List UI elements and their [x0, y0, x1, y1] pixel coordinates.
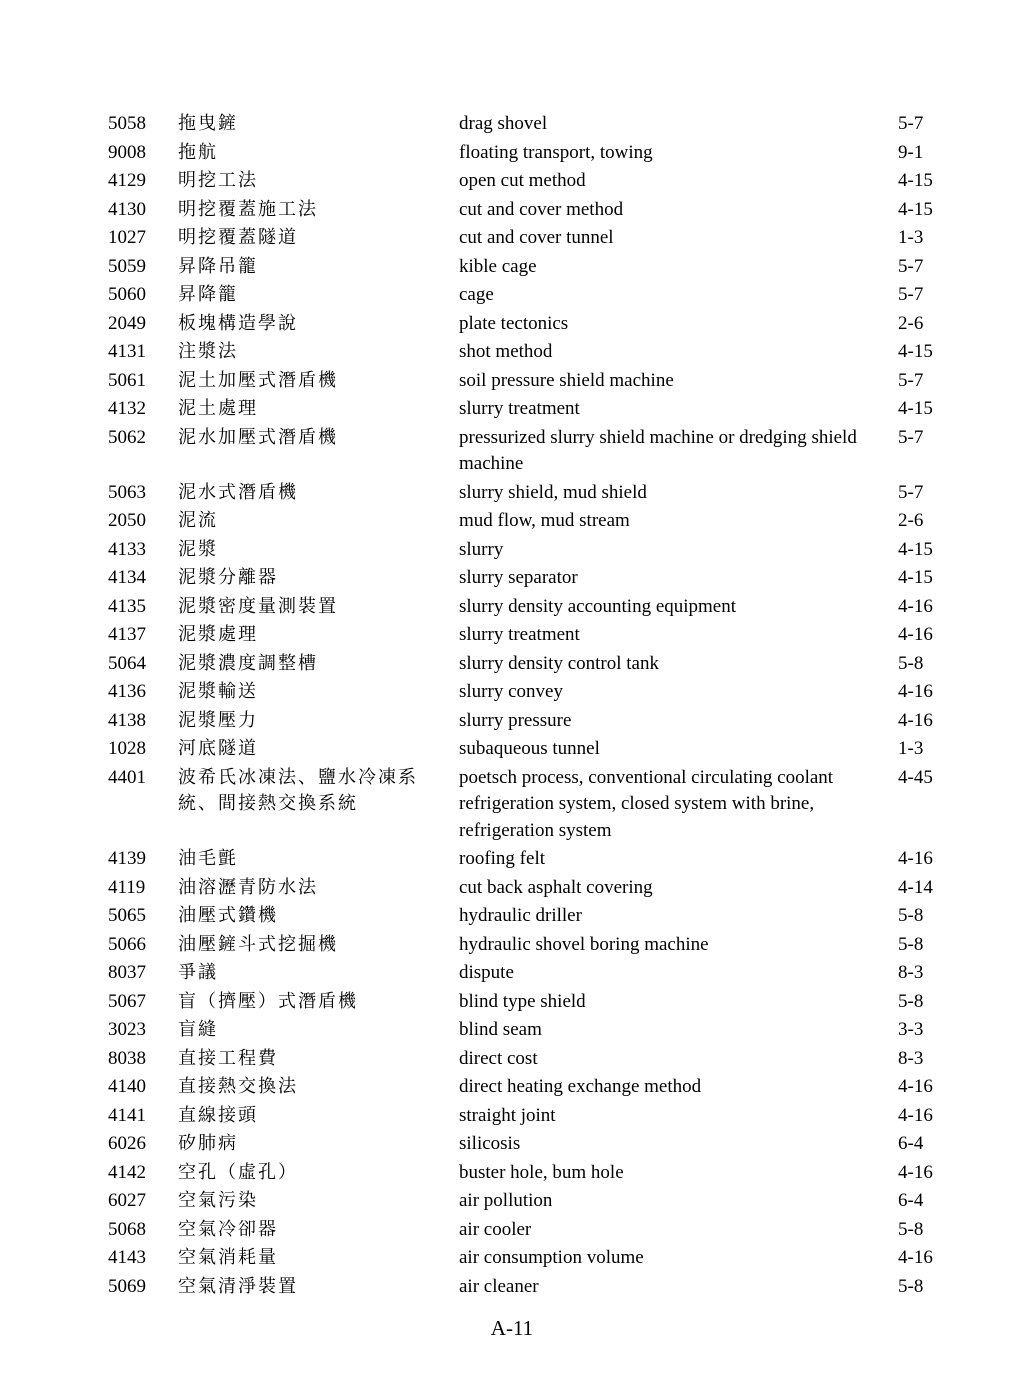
term-section-ref: 1-3 — [898, 227, 924, 248]
glossary-row — [108, 1045, 948, 1074]
term-section-ref: 5-8 — [898, 990, 924, 1012]
term-english: cut back asphalt covering — [459, 876, 653, 898]
term-section-ref: 4-16 — [898, 681, 933, 702]
term-section-ref: 4-45 — [898, 766, 933, 788]
term-chinese: 泥水式潛盾機 — [178, 481, 298, 503]
term-english: hydraulic shovel boring machine — [459, 933, 709, 955]
glossary-row — [108, 845, 948, 874]
glossary-row — [108, 1187, 948, 1216]
term-code: 5066 — [108, 933, 146, 955]
term-code: 2049 — [108, 312, 146, 334]
term-section-ref: 4-16 — [898, 848, 933, 869]
glossary-row — [108, 310, 948, 339]
term-english: floating transport, towing — [459, 141, 653, 163]
term-english: blind seam — [459, 1019, 542, 1040]
glossary-row — [108, 424, 948, 479]
term-section-ref: 5-7 — [898, 113, 924, 134]
term-code: 5063 — [108, 481, 146, 503]
term-section-ref: 1-3 — [898, 738, 924, 759]
glossary-row — [108, 253, 948, 282]
term-code: 5068 — [108, 1218, 146, 1240]
glossary-row — [108, 1016, 948, 1045]
term-chinese: 泥漿輸送 — [178, 681, 258, 702]
term-chinese: 拖曳鏟 — [178, 113, 238, 134]
term-english: air cooler — [459, 1218, 532, 1240]
glossary-row — [108, 564, 948, 593]
term-chinese: 拖航 — [178, 141, 218, 163]
term-english: blind type shield — [459, 990, 586, 1012]
term-english: pressurized slurry shield machine or dredging shield machine — [459, 426, 857, 474]
term-chinese: 泥土處理 — [178, 398, 258, 419]
term-section-ref: 5-7 — [898, 426, 924, 448]
term-chinese: 爭議 — [178, 962, 218, 983]
term-chinese: 直接熱交換法 — [178, 1076, 298, 1097]
term-english: soil pressure shield machine — [459, 369, 674, 391]
glossary-row — [108, 139, 948, 168]
term-english: cut and cover method — [459, 198, 624, 220]
term-section-ref: 4-15 — [898, 398, 933, 419]
term-english: air pollution — [459, 1190, 553, 1211]
term-english: subaqueous tunnel — [459, 738, 600, 759]
term-chinese: 盲（擠壓）式潛盾機 — [178, 990, 358, 1012]
term-section-ref: 4-15 — [898, 198, 933, 220]
glossary-row — [108, 338, 948, 367]
term-chinese: 昇降籠 — [178, 284, 238, 305]
glossary-row — [108, 196, 948, 225]
glossary-row — [108, 678, 948, 707]
glossary-row — [108, 1244, 948, 1273]
term-english: plate tectonics — [459, 312, 569, 334]
term-english: slurry treatment — [459, 398, 580, 419]
term-code: 4136 — [108, 681, 146, 702]
glossary-row — [108, 479, 948, 508]
glossary-list — [108, 110, 948, 1301]
term-code: 5067 — [108, 990, 146, 1012]
term-chinese: 油溶瀝青防水法 — [178, 876, 318, 898]
glossary-row — [108, 395, 948, 424]
term-chinese: 昇降吊籠 — [178, 255, 258, 277]
term-code: 9008 — [108, 141, 146, 163]
term-code: 4401 — [108, 766, 146, 788]
term-code: 4135 — [108, 595, 146, 617]
term-section-ref: 4-16 — [898, 1161, 933, 1183]
term-code: 5061 — [108, 369, 146, 391]
term-section-ref: 6-4 — [898, 1133, 924, 1154]
glossary-row — [108, 1273, 948, 1302]
page-number: A-11 — [490, 1316, 534, 1340]
term-section-ref: 4-16 — [898, 595, 933, 617]
term-section-ref: 4-16 — [898, 1247, 933, 1268]
term-english: slurry separator — [459, 567, 578, 588]
glossary-row — [108, 621, 948, 650]
term-english: slurry shield, mud shield — [459, 481, 647, 503]
term-code: 5058 — [108, 113, 146, 134]
term-code: 4141 — [108, 1104, 146, 1126]
term-code: 5059 — [108, 255, 146, 277]
term-code: 5062 — [108, 426, 146, 448]
term-section-ref: 5-7 — [898, 369, 924, 391]
term-code: 5065 — [108, 905, 146, 926]
term-chinese: 明挖覆蓋施工法 — [178, 198, 318, 220]
term-chinese: 板塊構造學說 — [178, 312, 298, 334]
term-english: slurry convey — [459, 681, 563, 702]
term-code: 4129 — [108, 170, 146, 191]
term-code: 4137 — [108, 624, 146, 645]
glossary-row — [108, 959, 948, 988]
term-chinese: 油毛氈 — [178, 848, 238, 869]
term-english: drag shovel — [459, 113, 548, 134]
glossary-row — [108, 507, 948, 536]
term-english: air cleaner — [459, 1275, 539, 1297]
term-chinese: 泥土加壓式潛盾機 — [178, 369, 338, 391]
term-english: slurry density control tank — [459, 652, 659, 674]
term-section-ref: 4-15 — [898, 170, 933, 191]
term-code: 4130 — [108, 198, 146, 220]
glossary-row — [108, 764, 948, 846]
term-english: direct cost — [459, 1047, 538, 1069]
glossary-row — [108, 224, 948, 253]
term-code: 4142 — [108, 1161, 146, 1183]
term-section-ref: 4-14 — [898, 876, 933, 898]
term-section-ref: 9-1 — [898, 141, 924, 163]
term-chinese: 泥漿濃度調整槽 — [178, 652, 318, 674]
term-code: 4139 — [108, 848, 146, 869]
term-chinese: 空氣清淨裝置 — [178, 1275, 298, 1297]
term-english: roofing felt — [459, 848, 546, 869]
term-section-ref: 6-4 — [898, 1190, 924, 1211]
term-chinese: 泥漿 — [178, 538, 218, 560]
term-chinese: 泥漿分離器 — [178, 567, 278, 588]
glossary-row — [108, 593, 948, 622]
glossary-row — [108, 650, 948, 679]
term-code: 4119 — [108, 876, 146, 898]
term-chinese: 空孔（虛孔） — [178, 1161, 298, 1183]
glossary-row — [108, 931, 948, 960]
term-section-ref: 2-6 — [898, 510, 924, 531]
term-code: 8037 — [108, 962, 146, 983]
term-code: 5064 — [108, 652, 146, 674]
term-section-ref: 5-8 — [898, 933, 924, 955]
term-chinese: 泥水加壓式潛盾機 — [178, 426, 338, 448]
term-english: slurry pressure — [459, 709, 572, 731]
term-section-ref: 5-7 — [898, 284, 924, 305]
term-section-ref: 5-8 — [898, 1218, 924, 1240]
term-english: open cut method — [459, 170, 586, 191]
term-section-ref: 4-15 — [898, 341, 933, 362]
glossary-row — [108, 110, 948, 139]
glossary-row — [108, 1216, 948, 1245]
term-english: dispute — [459, 962, 514, 983]
term-chinese: 明挖工法 — [178, 170, 258, 191]
glossary-row — [108, 1102, 948, 1131]
term-chinese: 河底隧道 — [178, 738, 258, 759]
term-section-ref: 8-3 — [898, 1047, 924, 1069]
term-english: mud flow, mud stream — [459, 510, 630, 531]
term-section-ref: 5-7 — [898, 255, 924, 277]
term-section-ref: 5-8 — [898, 905, 924, 926]
term-english: air consumption volume — [459, 1247, 644, 1268]
term-code: 4132 — [108, 398, 146, 419]
glossary-row — [108, 707, 948, 736]
term-chinese: 泥漿處理 — [178, 624, 258, 645]
term-section-ref: 5-7 — [898, 481, 924, 503]
term-english: buster hole, bum hole — [459, 1161, 624, 1183]
term-section-ref: 5-8 — [898, 1275, 924, 1297]
term-section-ref: 4-16 — [898, 1076, 933, 1097]
term-code: 4131 — [108, 341, 146, 362]
term-chinese: 矽肺病 — [178, 1133, 238, 1154]
term-code: 4134 — [108, 567, 146, 588]
term-chinese: 空氣冷卻器 — [178, 1218, 278, 1240]
glossary-row — [108, 281, 948, 310]
term-code: 1028 — [108, 738, 146, 759]
term-section-ref: 4-16 — [898, 1104, 933, 1126]
glossary-row — [108, 988, 948, 1017]
term-chinese: 泥漿壓力 — [178, 709, 258, 731]
term-chinese: 直接工程費 — [178, 1047, 278, 1069]
term-code: 8038 — [108, 1047, 146, 1069]
term-english: cage — [459, 284, 494, 305]
term-code: 6026 — [108, 1133, 146, 1154]
term-english: poetsch process, conventional circulating coolant refrigeration system, closed system with brine, refrigeration system — [459, 766, 834, 841]
glossary-row — [108, 1073, 948, 1102]
term-section-ref: 3-3 — [898, 1019, 924, 1040]
term-section-ref: 2-6 — [898, 312, 924, 334]
term-section-ref: 5-8 — [898, 652, 924, 674]
term-english: slurry density accounting equipment — [459, 595, 737, 617]
term-chinese: 空氣消耗量 — [178, 1247, 278, 1268]
glossary-row — [108, 367, 948, 396]
term-chinese: 空氣污染 — [178, 1190, 258, 1211]
term-chinese: 直線接頭 — [178, 1104, 258, 1126]
term-chinese: 油壓式鑽機 — [178, 905, 278, 926]
glossary-row — [108, 1159, 948, 1188]
term-code: 1027 — [108, 227, 146, 248]
term-code: 3023 — [108, 1019, 146, 1040]
glossary-row — [108, 902, 948, 931]
glossary-row — [108, 874, 948, 903]
term-section-ref: 4-15 — [898, 567, 933, 588]
term-english: silicosis — [459, 1133, 521, 1154]
term-code: 4140 — [108, 1076, 146, 1097]
term-english: direct heating exchange method — [459, 1076, 702, 1097]
term-code: 5060 — [108, 284, 146, 305]
glossary-row — [108, 735, 948, 764]
term-english: kible cage — [459, 255, 537, 277]
term-chinese: 盲縫 — [178, 1019, 218, 1040]
term-english: straight joint — [459, 1104, 556, 1126]
glossary-row — [108, 536, 948, 565]
term-section-ref: 4-16 — [898, 709, 933, 731]
term-section-ref: 4-16 — [898, 624, 933, 645]
term-code: 4133 — [108, 538, 146, 560]
term-chinese: 油壓鏟斗式挖掘機 — [178, 933, 338, 955]
term-code: 2050 — [108, 510, 146, 531]
term-english: shot method — [459, 341, 553, 362]
term-section-ref: 4-15 — [898, 538, 933, 560]
term-chinese: 注漿法 — [178, 341, 238, 362]
term-english: cut and cover tunnel — [459, 227, 614, 248]
term-code: 6027 — [108, 1190, 146, 1211]
term-english: slurry treatment — [459, 624, 580, 645]
term-chinese: 波希氏冰凍法、鹽水冷凍系統、間接熱交換系統 — [178, 766, 418, 814]
term-code: 4138 — [108, 709, 146, 731]
term-english: hydraulic driller — [459, 905, 582, 926]
term-chinese: 泥流 — [178, 510, 218, 531]
term-chinese: 泥漿密度量測裝置 — [178, 595, 338, 617]
glossary-row — [108, 167, 948, 196]
term-section-ref: 8-3 — [898, 962, 924, 983]
term-code: 4143 — [108, 1247, 146, 1268]
glossary-row — [108, 1130, 948, 1159]
term-code: 5069 — [108, 1275, 146, 1297]
term-english: slurry — [459, 538, 504, 560]
term-chinese: 明挖覆蓋隧道 — [178, 227, 298, 248]
